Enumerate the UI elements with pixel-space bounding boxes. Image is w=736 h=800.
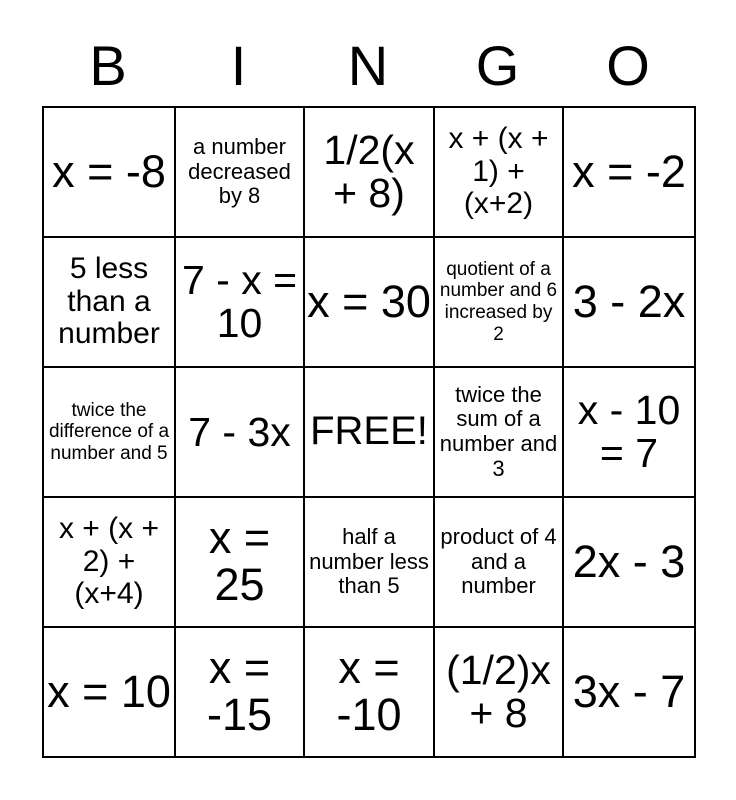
bingo-cell-text: x = -8 [52,145,166,197]
bingo-cell-text: x = -15 [206,642,273,740]
bingo-card [42,26,694,758]
bingo-cell-text: product of 4 and a number [440,524,557,599]
bingo-row [44,108,696,238]
bingo-cell-text: twice the sum of a number and 3 [439,381,558,481]
bingo-cell[interactable] [176,368,305,498]
bingo-cell-text: FREE! [310,409,428,454]
bingo-row [44,498,696,628]
bingo-header-letter-o: O [606,34,650,97]
bingo-cell[interactable] [564,368,696,498]
bingo-cell[interactable] [564,498,696,628]
bingo-cell[interactable] [305,498,435,628]
bingo-row [44,238,696,368]
bingo-free-space[interactable] [305,368,435,498]
bingo-row [44,368,696,498]
bingo-header-letter-b: B [89,34,127,97]
bingo-cell[interactable] [176,498,305,628]
bingo-cell[interactable] [435,628,564,758]
bingo-cell[interactable] [176,238,305,368]
bingo-cell-text: 5 less than a number [58,252,160,351]
bingo-cell[interactable] [44,368,176,498]
bingo-cell[interactable] [44,628,176,758]
bingo-cell-text: 7 - 3x [188,408,291,455]
bingo-row [44,628,696,758]
bingo-cell-text: 2x - 3 [572,535,686,587]
bingo-cell[interactable] [435,498,564,628]
bingo-cell[interactable] [176,108,305,238]
bingo-cell-text: x + (x + 1) + (x+2) [448,122,549,221]
bingo-cell-text: x = 30 [307,275,431,327]
bingo-cell-text: 3x - 7 [572,665,686,717]
bingo-cell[interactable] [44,498,176,628]
bingo-cell[interactable] [564,108,696,238]
bingo-cell-text: x = 25 [208,512,271,610]
bingo-cell-text: 7 - x = 10 [181,257,298,346]
bingo-header-row [42,26,694,106]
bingo-header-letter-g: G [475,34,520,97]
bingo-cell[interactable] [435,238,564,368]
bingo-header-letter-i: I [230,34,247,97]
bingo-cell[interactable] [176,628,305,758]
bingo-header-letter-n: N [347,34,389,97]
bingo-cell-text: twice the difference of a number and 5 [48,399,170,464]
bingo-cell-text: x - 10 = 7 [577,387,681,476]
bingo-cell-text: x = -2 [572,145,686,197]
bingo-cell-text: half a number less than 5 [309,524,429,599]
bingo-cell-text: a number decreased by 8 [188,134,291,209]
bingo-cell-text: x = -10 [336,642,402,740]
bingo-cell-text: (1/2)x + 8 [446,647,551,736]
bingo-cell-text: 1/2(x + 8) [323,127,415,216]
bingo-cell[interactable] [44,108,176,238]
bingo-cell[interactable] [435,368,564,498]
bingo-cell[interactable] [305,628,435,758]
bingo-cell[interactable] [305,238,435,368]
bingo-cell[interactable] [44,238,176,368]
bingo-cell[interactable] [305,108,435,238]
bingo-cell-text: 3 - 2x [572,275,686,327]
bingo-cell-text: x = 10 [47,665,171,717]
bingo-cell[interactable] [564,628,696,758]
bingo-cell[interactable] [564,238,696,368]
bingo-grid [42,106,696,758]
bingo-cell-text: quotient of a number and 6 increased by 2 [439,258,558,345]
bingo-cell[interactable] [435,108,564,238]
bingo-cell-text: x + (x + 2) + (x+4) [58,512,160,611]
